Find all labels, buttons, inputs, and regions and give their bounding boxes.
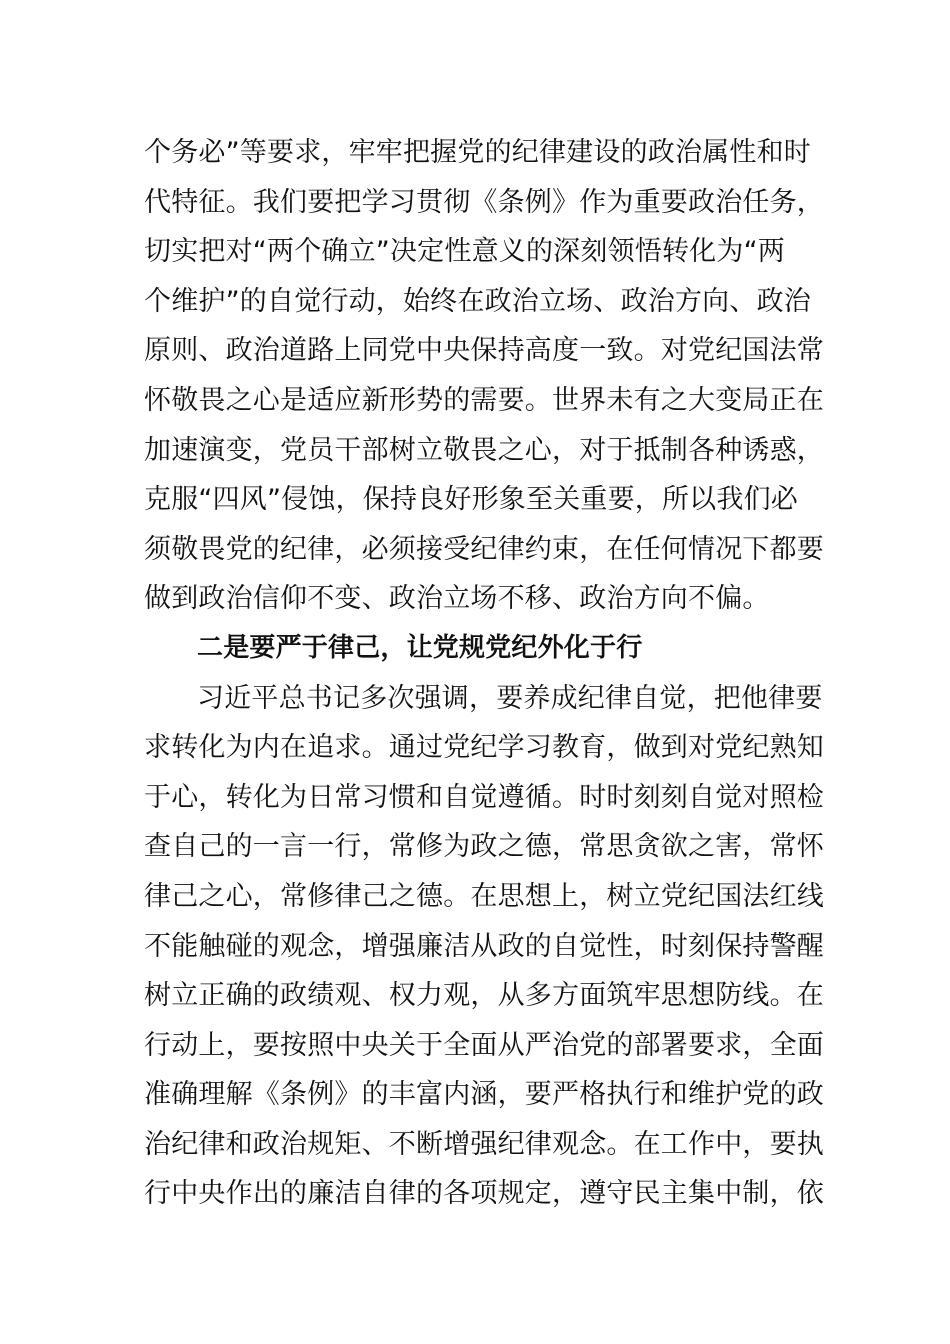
text-line: 树立正确的政绩观、权力观，从多方面筑牢思想防线。在 [144,980,824,1012]
text-line: 须敬畏党的纪律，必须接受纪律约束，在任何情况下都要 [144,533,824,565]
section-heading: 二是要严于律己，让党规党纪外化于行 [197,632,643,663]
text-line: 加速演变，党员干部树立敬畏之心，对于抵制各种诱惑， [144,434,824,466]
text-line: 求转化为内在追求。通过党纪学习教育，做到对党纪熟知 [144,732,824,764]
text-line: 代特征。我们要把学习贯彻《条例》作为重要政治任务， [144,186,824,218]
paragraph-1 [144,128,824,624]
text-line: 行动上，要按照中央关于全面从严治党的部署要求，全面 [144,1029,824,1061]
text-line: 怀敬畏之心是适应新形势的需要。世界未有之大变局正在 [144,384,824,416]
text-line: 习近平总书记多次强调，要养成纪律自觉，把他律要 [197,682,823,714]
text-line: 律己之心，常修律己之德。在思想上，树立党纪国法红线 [144,880,824,912]
text-line: 个务必”等要求，牢牢把握党的纪律建设的政治属性和时 [144,137,811,168]
text-line: 做到政治信仰不变、政治立场不移、政治方向不偏。 [144,583,770,615]
text-line: 准确理解《条例》的丰富内涵，要严格执行和维护党的政 [144,1079,824,1111]
document-body [144,128,824,1219]
text-line: 行中央作出的廉洁自律的各项规定，遵守民主集中制，依 [144,1178,824,1210]
text-line: 克服“四风”侵蚀，保持良好形象至关重要，所以我们必 [144,484,798,516]
text-line: 治纪律和政治规矩、不断增强纪律观念。在工作中，要执 [144,1128,824,1160]
paragraph-2 [144,674,824,1220]
text-line: 查自己的一言一行，常修为政之德，常思贪欲之害，常怀 [144,831,824,863]
text-line: 于心，转化为日常习惯和自觉遵循。时时刻刻自觉对照检 [144,781,824,813]
text-line: 个维护”的自觉行动，始终在政治立场、政治方向、政治 [144,285,811,317]
text-line: 切实把对“两个确立”决定性意义的深刻领悟转化为“两 [144,236,785,268]
text-line: 不能触碰的观念，增强廉洁从政的自觉性，时刻保持警醒 [144,930,824,962]
text-line: 原则、政治道路上同党中央保持高度一致。对党纪国法常 [144,335,824,367]
